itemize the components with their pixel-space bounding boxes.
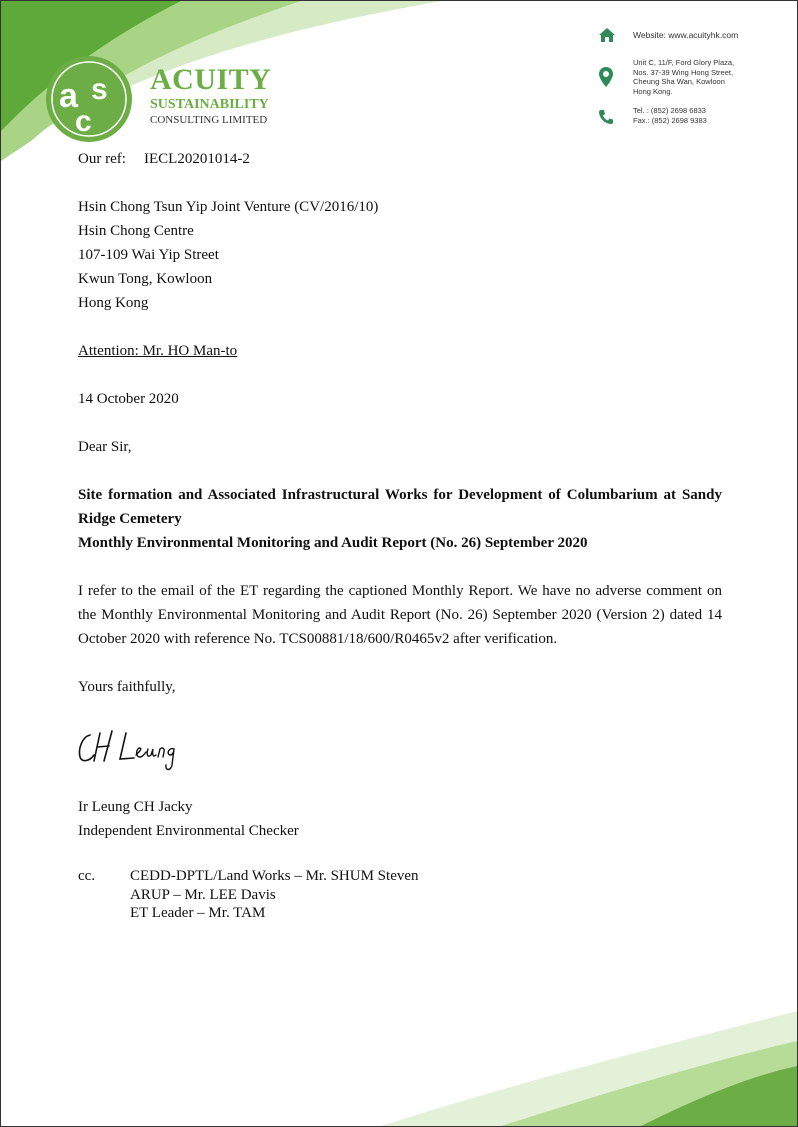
address-line: Cheung Sha Wan, Kowloon — [633, 77, 725, 86]
tel-text: Tel. : (852) 2698 6833 — [633, 106, 706, 115]
phone-text — [633, 106, 707, 125]
body-paragraph: I refer to the email of the ET regarding the captioned Monthly Report. We have no adverse comment on the Monthly Environmental Monitoring and Audit Report (No. 26) September 2020 (Version 2) dated 14 October 2020 with reference No. TCS00881/18/600/R0465v2 after verification. — [78, 583, 722, 647]
closing: Yours faithfully, — [78, 679, 176, 695]
company-logo — [45, 55, 133, 143]
recipient-line: Hong Kong — [78, 295, 149, 311]
cc-recipient: ARUP – Mr. LEE Davis — [130, 886, 276, 903]
address-line: Hong Kong. — [633, 86, 673, 96]
cc-label: cc. — [78, 868, 96, 884]
svg-text:c: c — [75, 105, 92, 138]
fax-text: Fax.: (852) 2698 9383 — [633, 115, 707, 125]
letter-date: 14 October 2020 — [78, 391, 179, 407]
address-line: Unit C, 11/F, Ford Glory Plaza, — [633, 58, 735, 67]
subject-line1: Site formation and Associated Infrastructural Works for Development of Columbarium at Sandy Ridge Cemetery — [78, 487, 722, 527]
reference-value: IECL20201014-2 — [144, 151, 250, 167]
recipient-line: Hsin Chong Tsun Yip Joint Venture (CV/2016/10) — [78, 199, 379, 215]
recipient-address — [78, 195, 722, 315]
company-name-line1: ACUITY — [150, 63, 272, 96]
cc-recipient: CEDD-DPTL/Land Works – Mr. SHUM Steven — [130, 868, 419, 884]
recipient-line: Hsin Chong Centre — [78, 223, 194, 239]
website-text: Website: www.acuityhk.com — [633, 30, 739, 40]
address-line: Nos. 37-39 Wing Hong Street, — [633, 67, 734, 77]
location-pin-icon — [598, 66, 614, 88]
signer-block — [78, 795, 722, 843]
svg-text:s: s — [91, 73, 108, 106]
signer-title: Independent Environmental Checker — [78, 823, 299, 839]
salutation: Dear Sir, — [78, 439, 132, 455]
cc-recipient: ET Leader – Mr. TAM — [130, 905, 266, 921]
recipient-line: 107-109 Wai Yip Street — [78, 247, 219, 263]
company-name-line2: SUSTAINABILITY — [150, 97, 269, 112]
cc-list — [130, 867, 419, 923]
attention-line — [78, 339, 722, 363]
home-icon — [598, 27, 616, 43]
svg-text:a: a — [59, 77, 78, 115]
attention-text: Attention: Mr. HO Man-to — [78, 343, 238, 359]
subject — [78, 483, 722, 555]
signer-name: Ir Leung CH Jacky — [78, 799, 193, 815]
company-name-line3: CONSULTING LIMITED — [150, 114, 268, 126]
reference-label: Our ref: — [78, 151, 126, 167]
subject-line2: Monthly Environmental Monitoring and Audit Report (No. 26) September 2020 — [78, 535, 588, 551]
recipient-line: Kwun Tong, Kowloon — [78, 271, 213, 287]
reference — [78, 147, 722, 171]
signature — [76, 727, 186, 773]
phone-icon — [598, 109, 614, 125]
address-text — [633, 58, 734, 96]
company-name — [150, 65, 271, 127]
